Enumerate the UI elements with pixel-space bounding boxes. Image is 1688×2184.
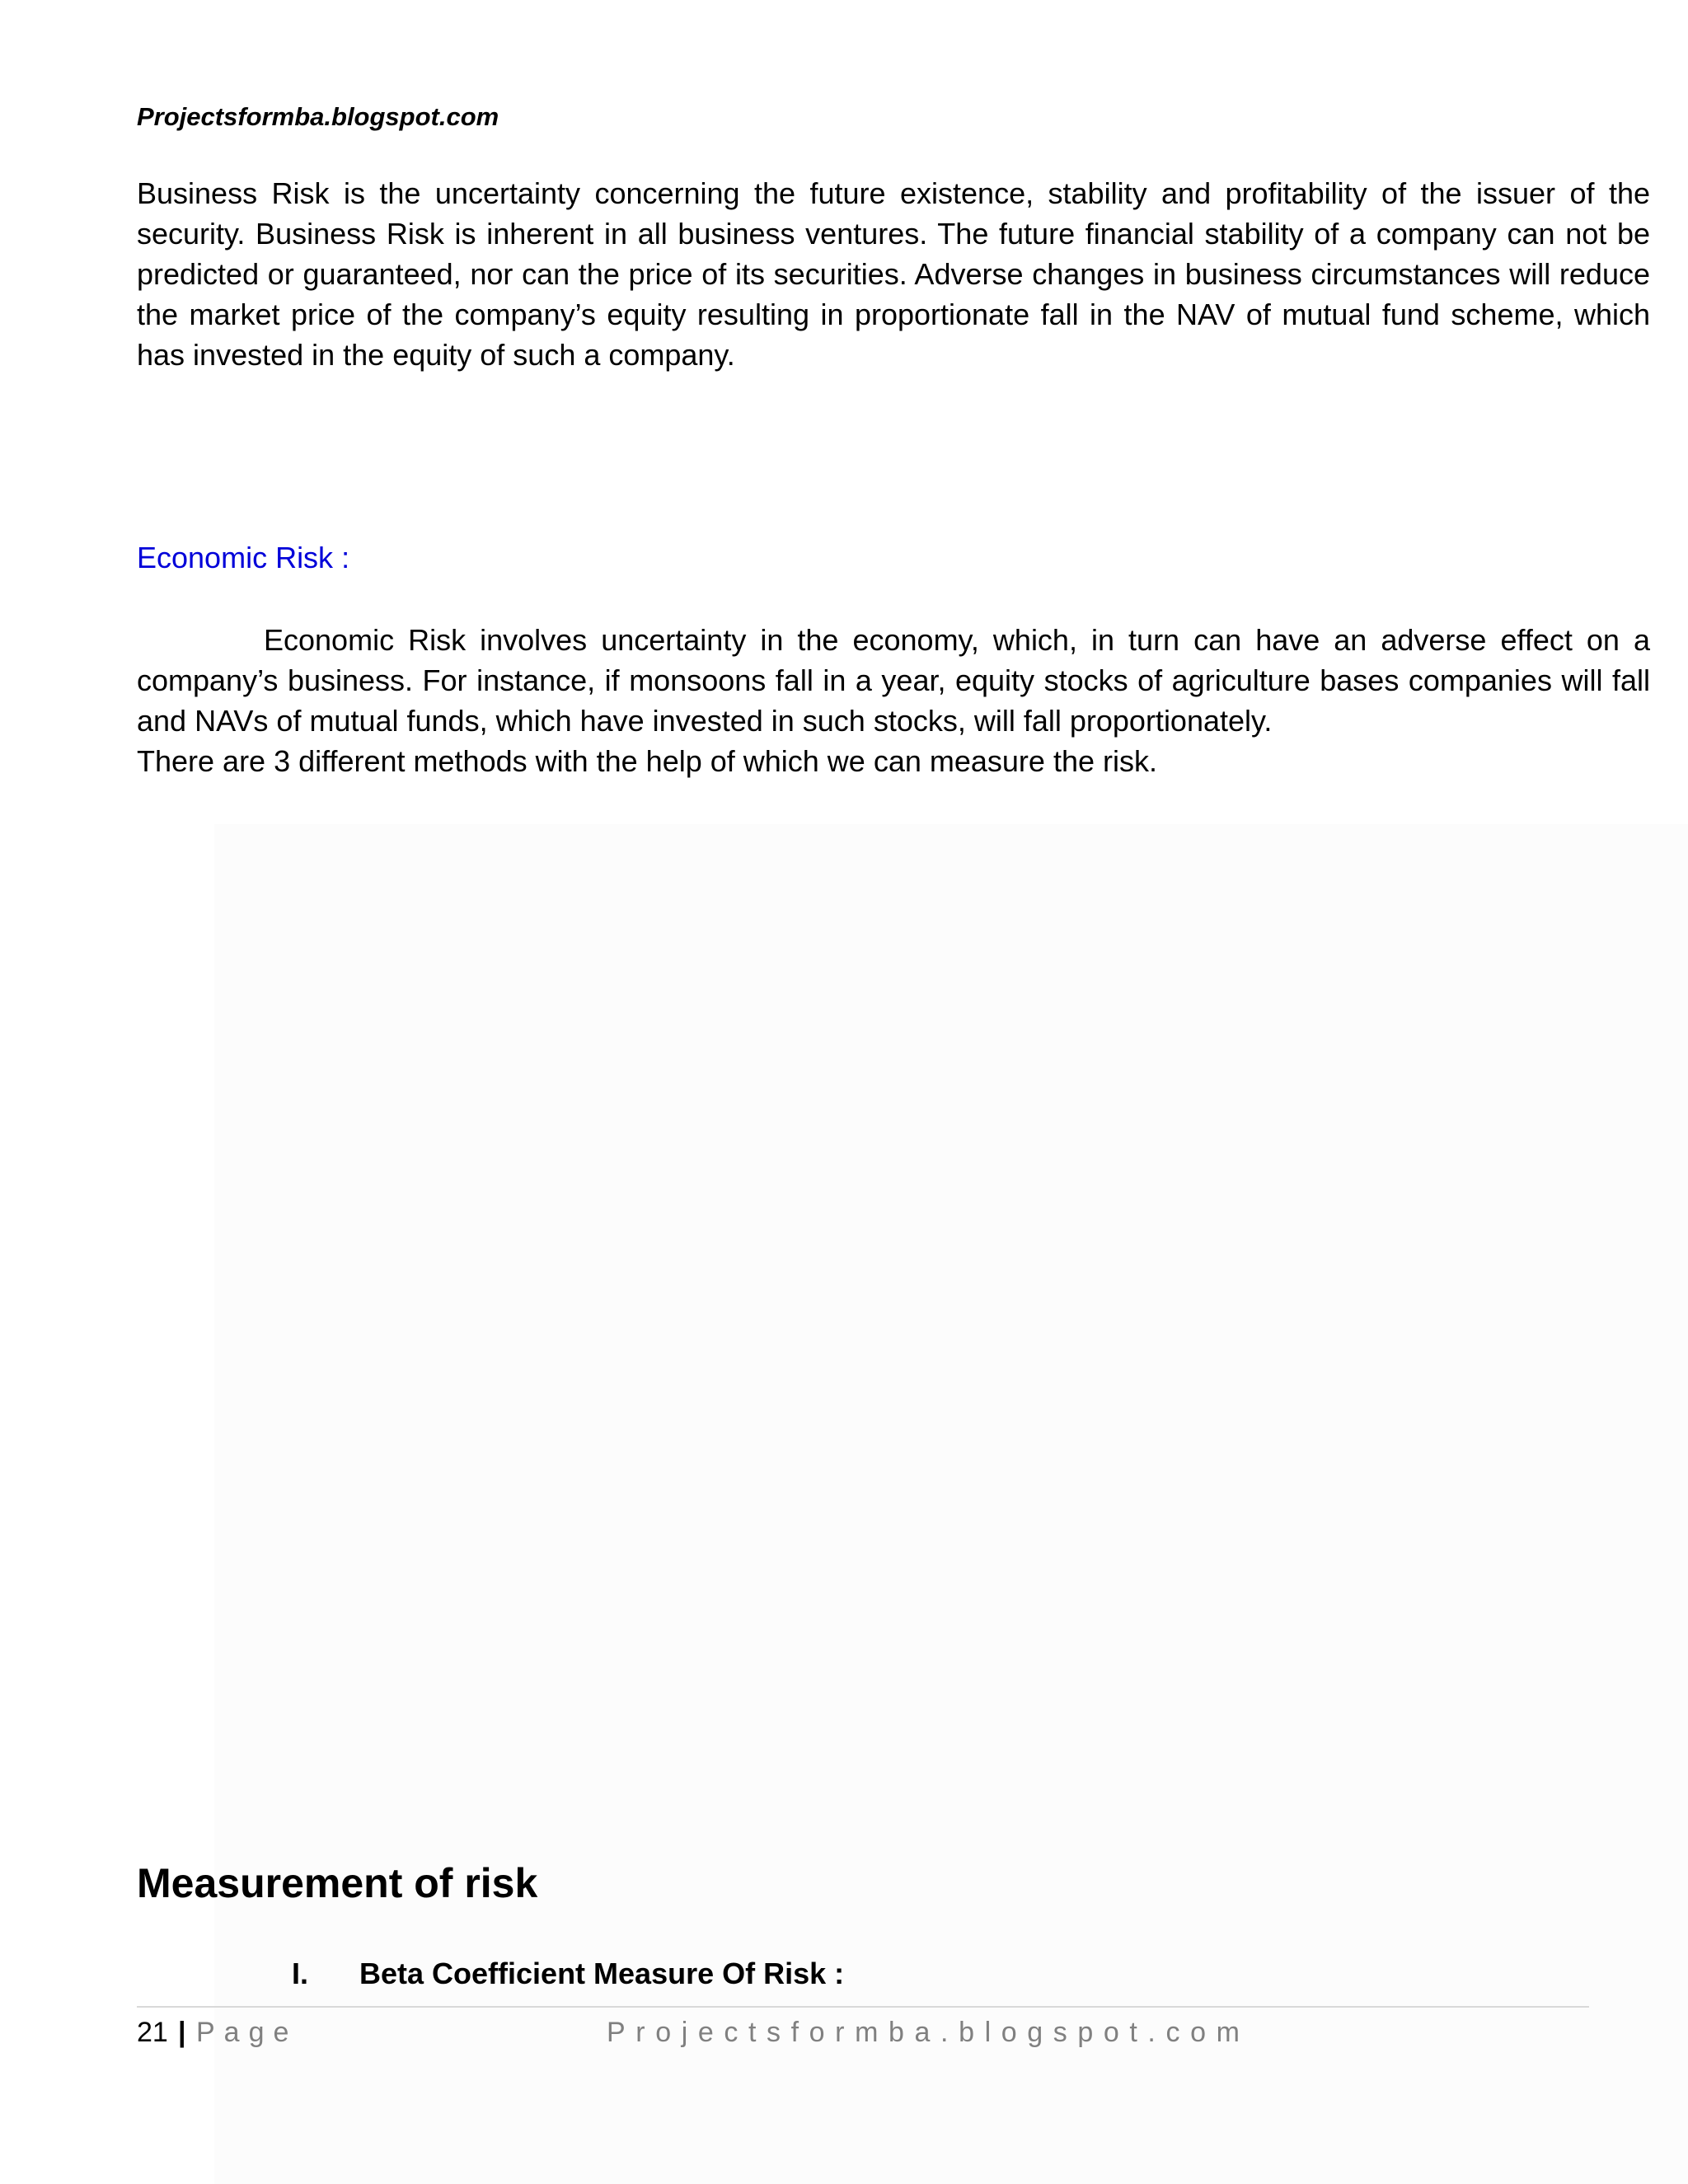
economic-risk-paragraph: Economic Risk involves uncertainty in the economy, which, in turn can have an adverse effect on a company’s business. For instance, if monsoons fall in a year, equity stocks of agriculture bases companies will fall and NAVs of mutual funds, which have invested in such stocks, will fall proportionately. [137, 623, 1650, 738]
header-site-name: Projectsformba.blogspot.com [137, 102, 499, 131]
page-footer [0, 2012, 1688, 2053]
footer-page-number: 21 [137, 2017, 168, 2048]
business-risk-paragraph: Business Risk is the uncertainty concerning the future existence, stability and profitability of the issuer of the security. Business Risk is inherent in all business ventures. The future financial stability of a company can not be predicted or guaranteed, nor can the price of its securities. Adverse changes in business circumstances will reduce the market price of the company’s equity resulting in proportionate fall in the NAV of mutual fund scheme, which has invested in the equity of such a company. [137, 176, 1650, 372]
risk-methods-sentence: There are 3 different methods with the help of which we can measure the risk. [137, 744, 1157, 778]
footer-separator: | [178, 2017, 186, 2048]
economic-risk-heading: Economic Risk : [137, 541, 350, 574]
list-item-numeral: I. [292, 1957, 309, 1990]
list-item-label: Beta Coefficient Measure Of Risk : [359, 1957, 845, 1990]
footer-divider [137, 2006, 1589, 2008]
footer-site-name: Projectsformba.blogspot.com [607, 2017, 1250, 2048]
footer-page-label: Page [196, 2017, 298, 2048]
measurement-of-risk-heading: Measurement of risk [137, 1860, 538, 1906]
